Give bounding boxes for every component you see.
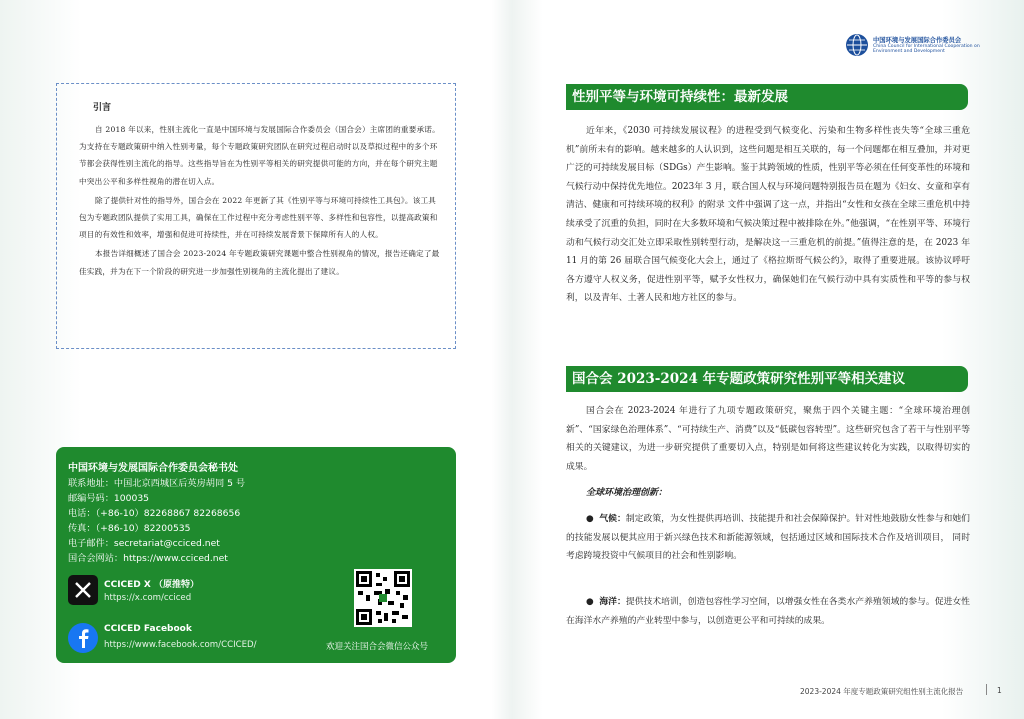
bullet-climate: ● 气候：制定政策，为女性提供再培训、技能提升和社会保障保护。针对性地鼓励女性参与和她们的技能发展以便其应用于新兴绿色技术和新能源领域，包括通过区域和国际技术合作及培训项目， 同时考虑跨境投资中气候项目的社会和性别影响。 (566, 514, 970, 562)
intro-paragraph: 自 2018 年以来，性别主流化一直是中国环境与发展国际合作委员会（国合会）主席团的重要承诺。为支持在专题政策研中纳入性别考量，每个专题政策研究团队在研究过程启动时以及草拟过程中的多个环节都会获得性别主流化的指导。这些指导旨在为性别平等相关的研究提供可能的方向，并在每个研究主题中突出公平和多样性视角的潜在切入点。 (79, 125, 440, 186)
qr-caption: 欢迎关注国合会微信公众号 (326, 642, 429, 652)
contact-address: 联系地址：中国北京西城区后英房胡同 5 号 (68, 478, 246, 489)
bullet-text: 提供技术培训，创造包容性学习空间，以增强女性在各类水产养殖领域的参与。促进女性在海洋水产养殖的产业转型中参与，以创造更公平和可持续的成果。 (566, 597, 970, 626)
section-heading-gender-equality: 性别平等与环境可持续性：最新发展 (566, 84, 968, 110)
section-heading-recommendations: 国合会 2023-2024 年专题政策研究性别平等相关建议 (566, 366, 968, 392)
section2-paragraph: 国合会在 2023-2024 年进行了九项专题政策研究，聚焦于四个关键主题：“全球环境治理创新”、“国家绿色治理体系”、“可持续生产、消费”以及“低碳包容转型”。这些研究包含了若干与性别平等相关的关键建议，为进一步研究提供了重要切入点，特别是如何将这些建议转化为实践，以取得切实的成果。 (566, 406, 970, 472)
bullet-label: 海洋： (599, 597, 626, 607)
footer-divider (986, 684, 987, 695)
bullet-ocean: ● 海洋：提供技术培训，创造包容性学习空间，以增强女性在各类水产养殖领域的参与。促进女性在海洋水产养殖的产业转型中参与，以创造更公平和可持续的成果。 (566, 597, 970, 626)
intro-box (56, 83, 456, 349)
x-logo-icon[interactable] (68, 575, 98, 605)
cciced-logo (846, 34, 1006, 58)
page-number: 1 (997, 686, 1002, 695)
globe-icon (846, 34, 868, 56)
intro-paragraph: 本报告详细概述了国合会 2023-2024 年专题政策研究课题中整合性别视角的情况，报告还确定了最佳实践，并为在下一个阶段的研究进一步加强性别视角的主流化提出了建议。 (79, 249, 440, 276)
wechat-qr-code (354, 569, 412, 627)
facebook-account-name: CCICED Facebook (104, 624, 192, 634)
intro-title: 引言 (93, 103, 112, 113)
contact-title: 中国环境与发展国际合作委员会秘书处 (68, 463, 238, 474)
x-account-link[interactable]: https://x.com/cciced (104, 593, 192, 603)
facebook-account-link[interactable]: https://www.facebook.com/CCICED/ (104, 640, 257, 650)
subheading-governance: 全球环境治理创新： (586, 488, 668, 498)
contact-phone: 电话：（+86-10）82268867 82268656 (68, 508, 241, 519)
x-account-name: CCICED X （原推特） (104, 580, 199, 590)
logo-chinese-name: 中国环境与发展国际合作委员会 (873, 37, 962, 44)
intro-paragraph: 除了提供针对性的指导外，国合会在 2022 年更新了其《性别平等与环境可持续性工具包》。该工具包为专题政团队提供了实用工具，确保在工作过程中充分考虑性别平等、多样性和包容性，以提高政策和项目的有效性和效率，增强和促进可持续性，并在可持续发展背景下保障所有人的人权。 (79, 195, 438, 240)
contact-postcode: 邮编号码：100035 (68, 493, 150, 504)
bullet-label: 气候： (599, 514, 626, 524)
contact-email[interactable]: 电子邮件：secretariat@cciced.net (68, 538, 220, 549)
footer-report-title: 2023-2024 年度专题政策研究组性别主流化报告 (800, 687, 964, 696)
logo-english-name: China Council for International Cooperation on Environment and Development (873, 44, 980, 54)
section1-paragraph: 近年来，《2030 可持续发展议程》的进程受到气候变化、污染和生物多样性丧失等“全球三重危机”前所未有的影响。越来越多的人认识到，这些问题是相互关联的，每一个问题都在相互叠加，并对更广泛的可持续发展目标（SDGs）产生影响。鉴于其跨领域的性质，性别平等必须在任何变革性的环境和气候行动中保持优先地位。2023年 3 月，联合国人权与环境问题特别报告员在题为《妇女、女童和享有清洁、健康和可持续环境的权利》的附录 文件中强调了这一点，并指出“女性和女孩在全球三重危机中持续承受了沉重的负担，同时在大多数环境和气候决策过程中被排除在外。”他强调，“在性别平等、环境行动和气候行动交汇处立即采取性别转型行动，是解决这一三重危机的前提。”值得注意的是，在 2023 年 11 月的第 26 届联合国气候变化大会上，通过了《格拉斯哥气候公约》，取得了重要进展。该协议呼吁各方遵守人权义务，促进性别平等，赋予女性权力，确保她们在气候行动中具有实质性和平等的参与权利，以及青年、土著人民和地方社区的参与。 (566, 126, 970, 304)
contact-panel (56, 447, 456, 663)
bullet-text: 制定政策，为女性提供再培训、技能提升和社会保障保护。针对性地鼓励女性参与和她们的技能发展以便其应用于新兴绿色技术和新能源领域，包括通过区域和国际技术合作及培训项目， 同时考虑跨境投资中气候项目的社会和性别影响。 (566, 514, 970, 562)
contact-fax: 传真：（+86-10）82200535 (68, 523, 191, 534)
facebook-logo-icon[interactable] (68, 623, 98, 653)
contact-website[interactable]: 国合会网站：https://www.cciced.net (68, 553, 228, 564)
